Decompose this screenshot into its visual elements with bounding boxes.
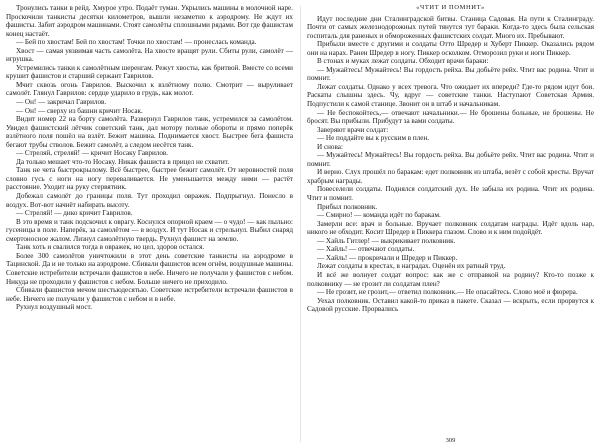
paragraph: — Хайль Гитлер! — выкрикивает полковник. bbox=[317, 236, 456, 245]
paragraph: — Смирно! — команда идёт по баракам. bbox=[317, 211, 441, 220]
paragraph: Сбивали фашистов мечом шестьюдесятью. Советские истребители встречали фашистов в небе. Ничего не получали у фашистов с небом и в небе. bbox=[6, 286, 293, 303]
right-page bbox=[307, 4, 594, 448]
paragraph: Тронулись танки в рейд. Хмурое утро. Подаёт туман. Укрылись машины в молочной наре. Проскочили танкисты десятки километров, вышли незаметно к аэродрому. Не ждут их фашисты. Забит аэродром машинами. Стоят самолёты сплошными рядами. Вот где фашистам конец настаёт. bbox=[6, 4, 293, 38]
paragraph: Устремились танки к самолётным шеренгам. Режут хвосты, как бритвой. Вместе со всеми крушит фашистов и старший сержант Гаврилов. bbox=[6, 63, 293, 81]
paragraph: Добежал самолёт до границы поля. Тут проходил овражек. Подпрыгнул. Понесло в воздух. Вот-вот начнёт набирать высоту. bbox=[6, 192, 293, 209]
paragraph: Заверяют врачи солдат: bbox=[317, 125, 389, 134]
left-page bbox=[6, 4, 293, 448]
paragraph: — Не беспокойтесь,— отвечают начальники.— Не брошены больные, не брошены. Не бросят. Вы прибыли. Прибудут за вами солдаты. bbox=[307, 108, 594, 126]
paragraph: — Не грозит, не грозит,— ответил полковник.— Не опасайтесь. Слово моё и фюрера. bbox=[317, 288, 578, 297]
paragraph: И снова: bbox=[317, 142, 343, 151]
paragraph: В стонах и муках лежат солдаты. Обходит врачи бараки: bbox=[317, 57, 489, 66]
paragraph: Более 300 самолётов уничтожили в этот день советские танкисты на аэродроме в Тацинской. Да и не только на аэродроме. Сбивали фашистов всем огнём, воздушные машины. Советские истребители встречали фашистов в небе. Ничего не получали у фашистов с небом. Никуда не проходили у фашистов с небом. Больше ничего не приходило. bbox=[6, 251, 293, 286]
page-gutter bbox=[300, 6, 301, 442]
paragraph: И всё же волнует солдат вопрос: как же с отправкой на родину? Кто-то позже к полковнику — не грозит ли солдатам плен? bbox=[307, 270, 594, 288]
paragraph: — Стреляй, стреляй! — кричит Носаку Гаврилов. bbox=[16, 149, 169, 158]
paragraph: Замерли все: врач и больные. Вручает полковник солдатам награды. Идёт вдоль нар, никого не обходит. Косит Шредер в Пиккера глазом. Слово и к ним подойдёт. bbox=[307, 219, 594, 237]
paragraph: Видит номер 22 на борту самолёта. Развернул Гаврилов танк, устремился за самолётом. Увидел фашистский лётчик советский танк, дал мотору полные обороты и прямо поперёк взлётного поля пошёл на взлёт. Бежит машина. Поднимается хвост. Быстрее бега фашиста бегают трубы стволов. Бежит самолёт, а следом несётся танк. bbox=[6, 115, 293, 149]
paragraph: Прибыли вместе с другими и солдаты Отто Шредер и Хуберт Пиккер. Оказались рядом они на нарах. Ранен Шредер в ногу. Пиккер осколком. Отморозил руки и ноги Пиккер. bbox=[307, 40, 594, 57]
running-head: «ЧТИТ И ПОМНИТ» bbox=[416, 4, 485, 11]
paragraph: — Стреляй! — дико кричит Гаврилов. bbox=[16, 209, 133, 218]
paragraph: Мчит сквозь огонь Гаврилов. Выскочил к взлётному полю. Смотрит — выруливает самолёт. Глянул Гаврилов: сердце ударило в грудь, как молот. bbox=[6, 80, 293, 98]
paragraph: — Он! — закричал Гаврилов. bbox=[16, 98, 107, 107]
page-number: 309 bbox=[445, 437, 456, 445]
paragraph: — Мужайтесь! Мужайтесь! Вы гордость рейха. Вы добьёте рейх. Чтит вас родина. Чтит и помнит. bbox=[307, 151, 594, 168]
paragraph: Повеселели солдаты. Поднялся солдатский дух. Не забыла их родина. Чтит их родина. Чтит и помнит. bbox=[307, 185, 594, 203]
paragraph: Лежат солдаты в крестах, в наградах. Оценён их ратный труд. bbox=[317, 262, 506, 271]
paragraph: Идут последние дни Сталинградской битвы. Станица Садовая. На пути к Сталинграду. Почти от самых железнодорожных путей тянутся тут бараки. Когда-то здесь была сельская госпиталь для раненых и обмороженных фашистских солдат. Много их. Пребывают. bbox=[307, 14, 594, 40]
paragraph: — Он! — сверху из башни кричит Носак. bbox=[16, 106, 143, 115]
paragraph: Танк не чета быстрокрылому. Всё быстрее, быстрее бежит самолёт. От неровностей поля словно гусь с ноги на ногу переваливается. Не уменьшается между ними — растёт расстояние. Уходит на руку стервятник. bbox=[6, 166, 293, 192]
paragraph: В это время и танк подскочил к оврагу. Коснулся опорной краем — о чудо! — как пыльно: гусеницы в поле. Наперёк, за самолётом — в воздух. И тут Носак и стрельнул. Выбил снаряд смертоносное жалом. Лизнул самолётную твердь. Рухнул фашист на землю. bbox=[6, 217, 293, 243]
right-page-body bbox=[307, 15, 594, 314]
paragraph: Рухнул воздушный мост. bbox=[16, 303, 92, 312]
paragraph: Лежат солдаты. Однако у всех тревога. Что ожидает их впереди? Где-то рядом идут бои. Раскаты слышны здесь. Чу, вдруг — советские танки. Наступают Советская Армия. Подпустили к самой станице. Звонит он в штаб и начальникам. bbox=[307, 82, 594, 109]
paragraph: Да только мешает что-то Носаку. Никак фашиста в прицел не схватит. bbox=[16, 157, 230, 166]
paragraph: Танк хоть и свалился тогда в овражек, но цел, здоров остался. bbox=[16, 243, 205, 252]
paragraph: — Хайль! — прокричали и Шредер и Пиккер. bbox=[317, 253, 458, 262]
paragraph: Уехал полковник. Оставил какой-то приказ в пакете. Сказал — вскрыть, если прорвутся к Садовой русские. Прорвались bbox=[307, 296, 594, 314]
paragraph: — Мужайтесь! Мужайтесь! Вы гордость рейха. Вы добьёте рейх. Чтит вас родина. Чтит и помнит. bbox=[307, 65, 594, 83]
paragraph: — Хайль! — отвечают солдаты. bbox=[317, 245, 415, 254]
paragraph: И верно. Слух прошёл по баракам: едет полковник из штаба, везёт с собой кресты. Вручат храбрым награды. bbox=[307, 168, 594, 185]
paragraph: Хвост — самая уязвимая часть самолёта. На хвосте вращят рули. Сбиты рули, самолёт — игрушка. bbox=[6, 46, 293, 64]
paragraph: Прибыл полковник. bbox=[317, 202, 378, 211]
paragraph: — Не поддайте вы к русским в плен. bbox=[317, 134, 430, 143]
paragraph: — Бей по хвостам! Бей по хвостам! Точки по хвостам! — пронеслась команда. bbox=[16, 38, 257, 47]
